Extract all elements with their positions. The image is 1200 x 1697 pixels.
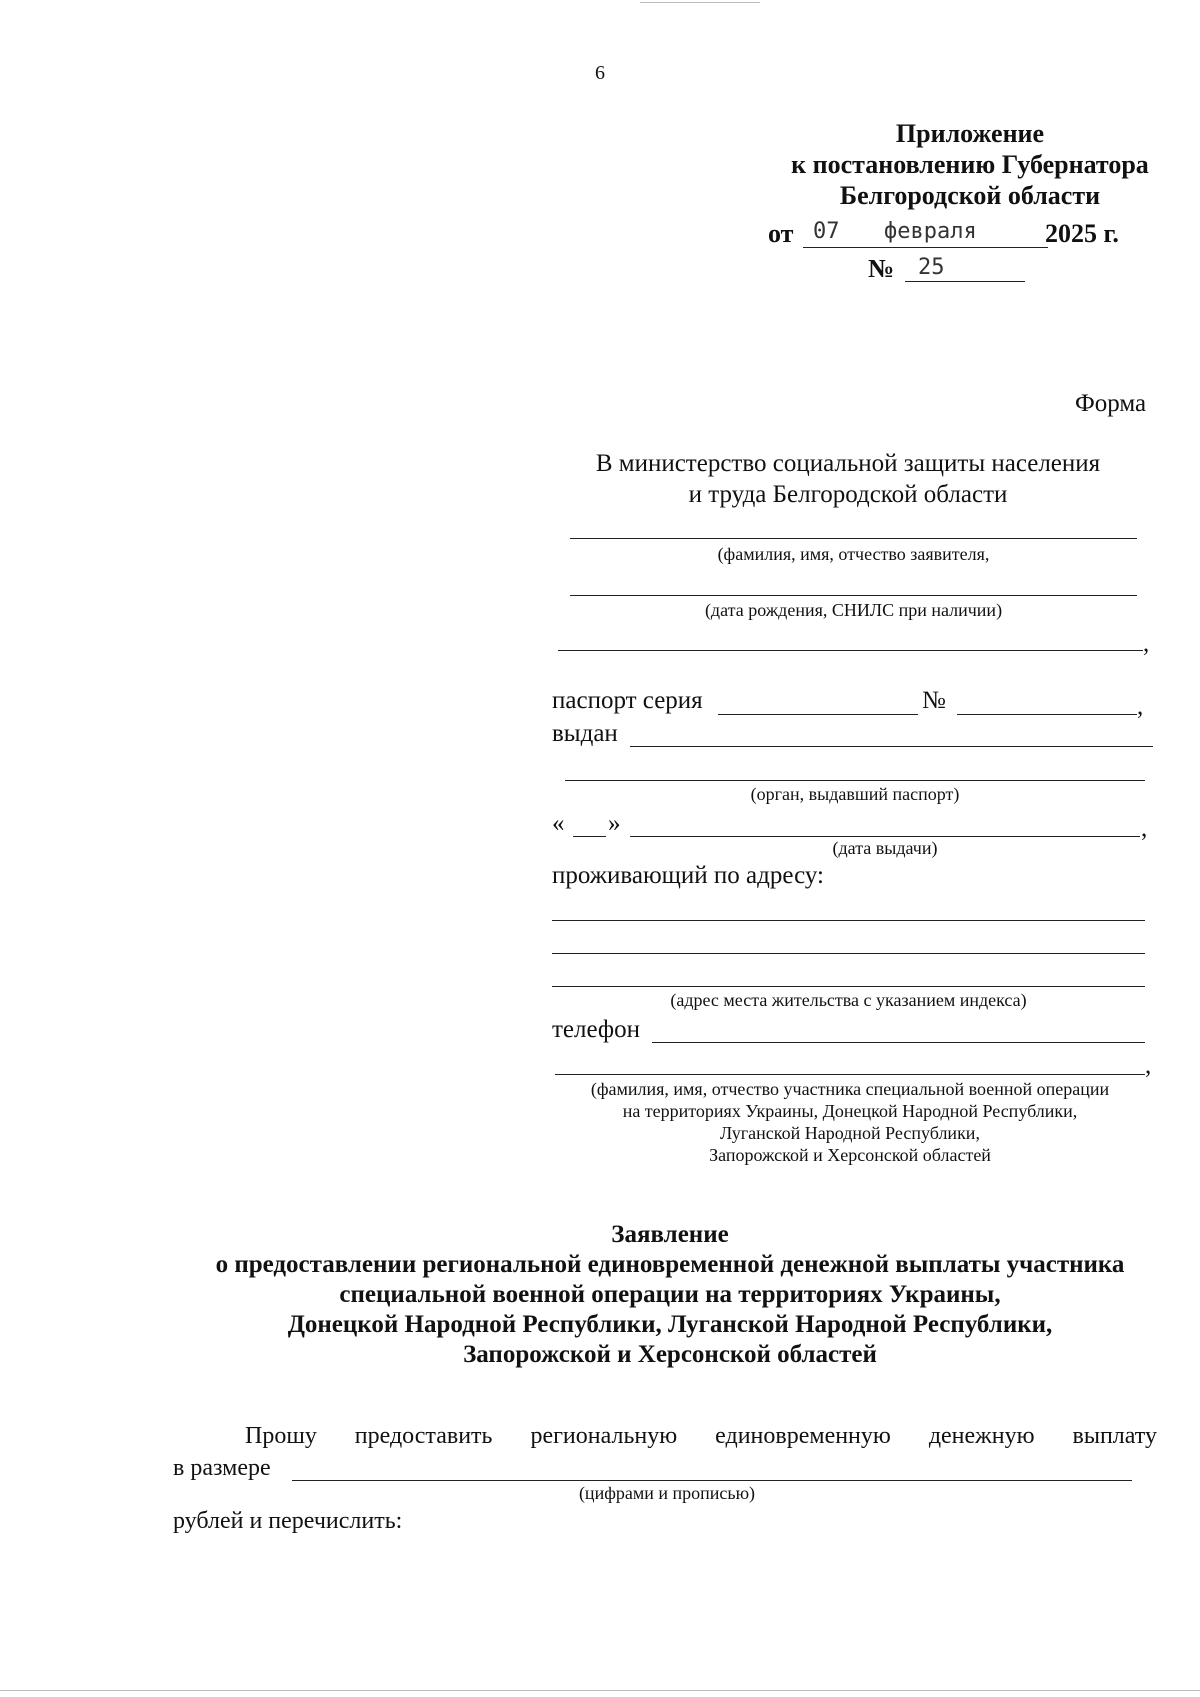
issued-label: выдан (552, 720, 618, 747)
participant-caption-line-4: Запорожской и Херсонской областей (709, 1145, 991, 1165)
phone-field[interactable] (652, 1042, 1145, 1043)
participant-caption (545, 1078, 1155, 1166)
passport-number-comma: , (1137, 693, 1144, 720)
request-word: единовременную (715, 1423, 891, 1449)
applicant-extra-comma: , (1143, 630, 1150, 657)
applicant-fio-field[interactable] (570, 538, 1137, 539)
applicant-fio-caption: (фамилия, имя, отчество заявителя, (717, 544, 990, 564)
issue-date-field[interactable] (630, 836, 1140, 837)
statement-title: Заявление (611, 1221, 729, 1248)
date-underline (803, 247, 1048, 248)
issue-date-quote-close: » (608, 810, 621, 837)
issue-date-caption: (дата выдачи) (832, 838, 938, 858)
amount-label: в размере (173, 1455, 271, 1481)
birth-snils-field[interactable] (570, 595, 1137, 596)
date-year: 2025 г. (1045, 219, 1119, 248)
date-month-value: февраля (884, 219, 977, 244)
request-first-line (245, 1423, 1157, 1450)
issued-by-field[interactable] (630, 746, 1153, 747)
decree-number-value: 25 (918, 255, 945, 280)
request-word: выплату (1072, 1423, 1157, 1449)
date-day-value: 07 (813, 219, 840, 244)
address-caption: (адрес места жительства с указанием индекса) (670, 990, 1027, 1010)
address-field-3[interactable] (552, 986, 1145, 987)
amount-field[interactable] (292, 1480, 1132, 1481)
statement-line-4: Запорожской и Херсонской областей (463, 1341, 877, 1368)
scan-artifact-top (640, 2, 760, 3)
statement-line-2: специальной военной операции на территориях Украины, (339, 1281, 1001, 1308)
issuer-field-2[interactable] (565, 780, 1145, 781)
request-word: Прошу (245, 1423, 317, 1449)
issue-day-field[interactable] (573, 836, 606, 837)
participant-fio-field[interactable] (555, 1074, 1145, 1075)
request-word: предоставить (354, 1423, 493, 1449)
passport-series-label: паспорт серия (552, 687, 703, 714)
transfer-text: рублей и перечислить: (173, 1508, 403, 1534)
appendix-title: Приложение (895, 119, 1045, 148)
request-word: региональную (530, 1423, 678, 1449)
statement-heading (100, 1220, 1200, 1370)
appendix-line-region: Белгородской области (839, 181, 1101, 210)
statement-line-3: Донецкой Народной Республики, Луганской Народной Республики, (287, 1311, 1053, 1338)
scan-artifact-bottom (0, 1690, 1200, 1691)
birth-snils-caption: (дата рождения, СНИЛС при наличии) (704, 600, 1003, 620)
address-field-1[interactable] (552, 920, 1145, 921)
addressee-line-1: В министерство социальной защиты населения (595, 450, 1101, 477)
page-number: 6 (595, 62, 605, 84)
applicant-extra-field[interactable] (558, 650, 1143, 651)
decree-number-sign: № (868, 254, 895, 283)
passport-number-field[interactable] (957, 714, 1137, 715)
issue-date-comma: , (1141, 815, 1148, 842)
participant-caption-line-2: на территориях Украины, Донецкой Народной Республики, (622, 1101, 1078, 1121)
passport-number-sign: № (922, 687, 946, 714)
appendix-line-decree: к постановлению Губернатора (791, 150, 1149, 179)
appendix-header (700, 118, 1200, 211)
phone-label: телефон (552, 1016, 640, 1043)
issue-date-quote-open: « (552, 810, 565, 837)
statement-line-1: о предоставлении региональной единовременной денежной выплаты участника (215, 1251, 1125, 1278)
appendix-date-line (768, 219, 793, 249)
date-prefix: от (768, 219, 794, 248)
request-word: денежную (928, 1423, 1035, 1449)
participant-comma: , (1145, 1052, 1152, 1079)
addressee-line-2: и труда Белгородской области (688, 481, 1008, 508)
participant-caption-line-1: (фамилия, имя, отчество участника специальной военной операции (590, 1079, 1110, 1099)
form-label: Форма (1075, 390, 1147, 417)
passport-series-field[interactable] (718, 714, 918, 715)
amount-caption: (цифрами и прописью) (578, 1483, 756, 1503)
decree-number-underline (905, 281, 1025, 282)
addressee (558, 448, 1138, 510)
participant-caption-line-3: Луганской Народной Республики, (720, 1123, 980, 1143)
residence-label: проживающий по адресу: (552, 862, 824, 889)
address-field-2[interactable] (552, 953, 1145, 954)
issuer-caption: (орган, выдавший паспорт) (750, 784, 960, 804)
